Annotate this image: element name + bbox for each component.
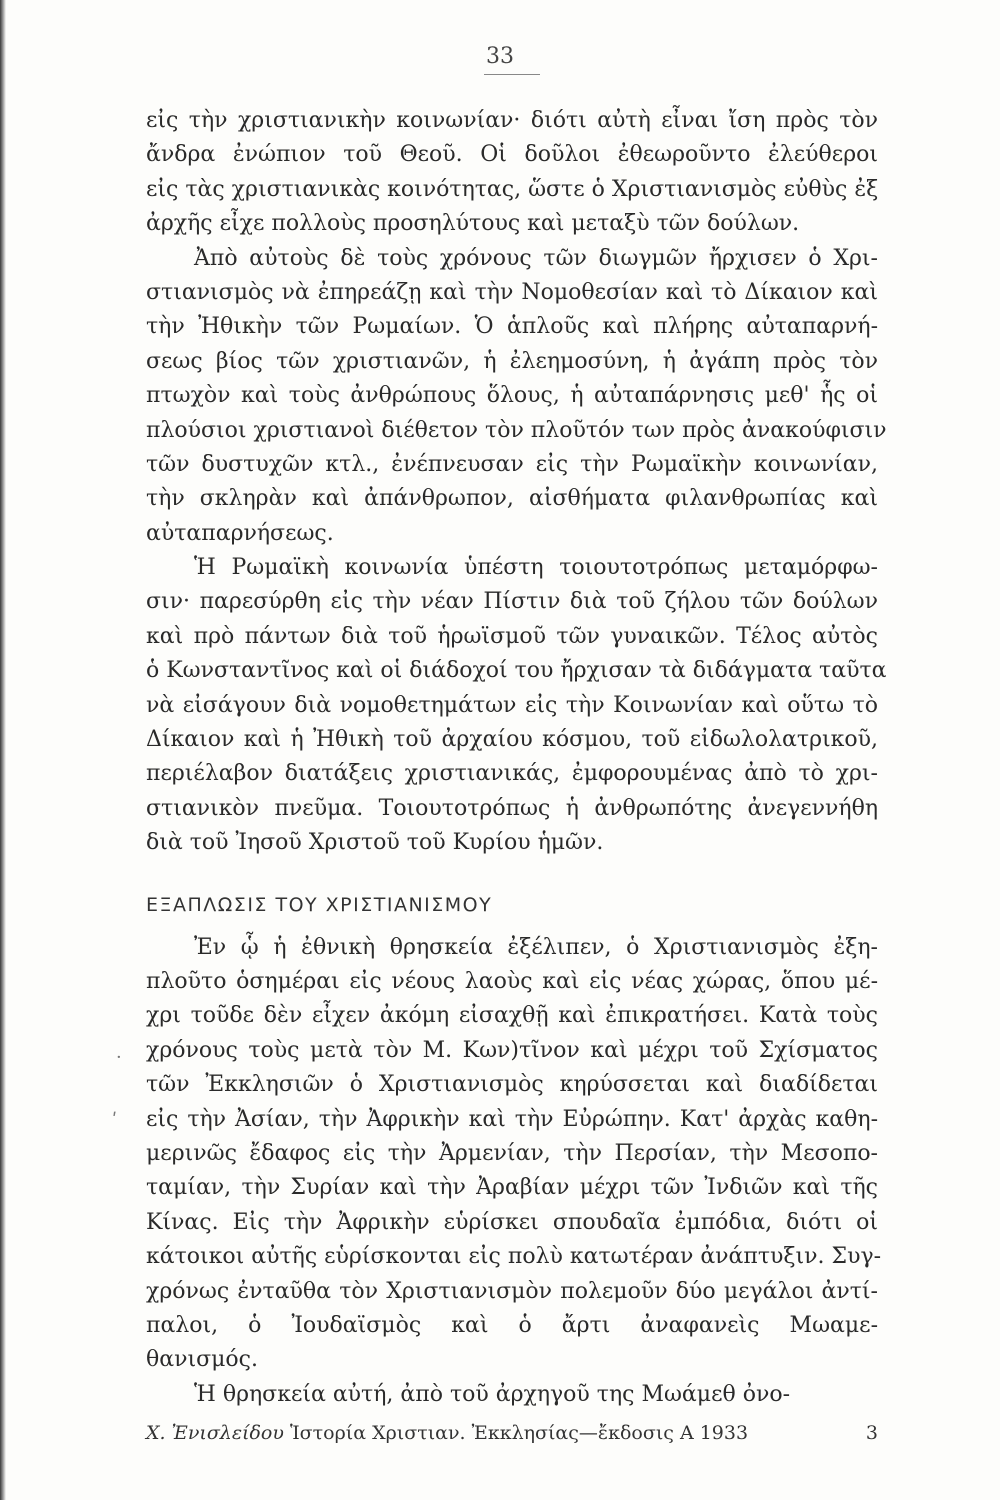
text-line: θανισμός. — [146, 1347, 258, 1373]
text-line: καὶ πρὸ πάντων διὰ τοῦ ἡρωϊσμοῦ τῶν γυναικῶν. Τέλος αὐτὸς — [146, 623, 878, 649]
text-line: Ἡ θρησκεία αὐτή, ἀπὸ τοῦ ἀρχηγοῦ της Μωάμεθ ὀνο- — [194, 1381, 791, 1407]
paragraph — [146, 242, 887, 552]
page-footer — [146, 1422, 878, 1444]
text-line: στιανικὸν πνεῦμα. Τοιουτοτρόπως ἡ ἀνθρωπότης ἀνεγεννήθη — [146, 795, 878, 821]
text-line: χρόνως ἐνταῦθα τὸν Χριστιανισμὸν πολεμοῦν δύο μεγάλοι ἀντί- — [146, 1278, 878, 1304]
text-line: ταμίαν, τὴν Συρίαν καὶ τὴν Ἀραβίαν μέχρι τῶν Ἰνδιῶν καὶ τῆς — [146, 1175, 878, 1201]
text-line: διὰ τοῦ Ἰησοῦ Χριστοῦ τοῦ Κυρίου ἡμῶν. — [146, 830, 604, 856]
text-line: εἰς τὴν χριστιανικὴν κοινωνίαν· διότι αὐτὴ εἶναι ἴση πρὸς τὸν — [146, 108, 878, 133]
text-line: Δίκαιον καὶ ἡ Ἠθικὴ τοῦ ἀρχαίου κόσμου, τοῦ εἰδωλολατρικοῦ, — [146, 727, 878, 753]
text-block-top — [146, 104, 887, 861]
text-line: πλοῦτο ὁσημέραι εἰς νέους λαοὺς καὶ εἰς νέας χώρας, ὅπου μέ- — [146, 968, 878, 994]
text-line: περιέλαβον διατάξεις χριστιανικάς, ἐμφορουμένας ἀπὸ τὸ χρι- — [146, 761, 878, 787]
text-line: σιν· παρεσύρθη εἰς τὴν νέαν Πίστιν διὰ τοῦ ζήλου τῶν δούλων — [146, 589, 878, 615]
page-edge — [0, 0, 6, 1500]
text-line: ἄνδρα ἐνώπιον τοῦ Θεοῦ. Οἱ δοῦλοι ἐθεωροῦντο ἐλεύθεροι — [146, 142, 878, 168]
paragraph — [146, 551, 887, 861]
text-line: χρι τοῦδε δὲν εἶχεν ἀκόμη εἰσαχθῇ καὶ ἐπικρατήσει. Κατὰ τοὺς — [146, 1003, 878, 1029]
text-line: παλοι, ὁ Ἰουδαϊσμὸς καὶ ὁ ἄρτι ἀναφανεὶς Μωαμε- — [146, 1312, 878, 1338]
footer-signature: 3 — [865, 1422, 878, 1445]
footer-title: Ἱστορία Χριστιαν. Ἐκκλησίας—ἔκδοσις Α 1933 — [289, 1422, 749, 1445]
text-line: εἰς τὰς χριστιανικὰς κοινότητας, ὥστε ὁ Χριστιανισμὸς εὐθὺς ἐξ — [146, 176, 879, 202]
text-block-bottom — [146, 931, 882, 1412]
text-line: στιανισμὸς νὰ ἐπηρεάζῃ καὶ τὴν Νομοθεσίαν καὶ τὸ Δίκαιον καὶ — [146, 279, 878, 305]
page-body — [146, 104, 887, 1445]
text-line: τὴν Ἠθικὴν τῶν Ρωμαίων. Ὁ ἁπλοῦς καὶ πλήρης αὐταπαρνή- — [146, 314, 878, 340]
footer-author: Χ. Ἐνισλείδου — [146, 1422, 284, 1445]
text-line: τὴν σκληρὰν καὶ ἀπάνθρωπον, αἰσθήματα φιλανθρωπίας καὶ — [146, 486, 878, 512]
text-line: κάτοικοι αὐτῆς εὑρίσκονται εἰς πολὺ κατωτέραν ἀνάπτυξιν. Συγ- — [146, 1244, 882, 1270]
text-line: Ἐν ᾧ ἡ ἐθνικὴ θρησκεία ἐξέλιπεν, ὁ Χριστιανισμὸς ἐξη- — [194, 934, 878, 960]
paragraph — [146, 1378, 878, 1412]
text-line: σεως βίος τῶν χριστιανῶν, ἡ ἐλεημοσύνη, ἡ ἀγάπη πρὸς τὸν — [146, 348, 878, 374]
paragraph — [146, 931, 882, 1378]
section-heading: ΕΞΑΠΛΩΣΙΣ ΤΟΥ ΧΡΙΣΤΙΑΝΙΣΜΟΥ — [146, 893, 493, 916]
margin-mark: · — [116, 1047, 122, 1068]
text-line: Ἀπὸ αὐτοὺς δὲ τοὺς χρόνους τῶν διωγμῶν ἤρχισεν ὁ Χρι- — [194, 245, 878, 271]
text-line: αὐταπαρνήσεως. — [146, 520, 334, 546]
page-number: 33 — [486, 44, 514, 69]
text-line: τῶν δυστυχῶν κτλ., ἐνέπνευσαν εἰς τὴν Ρωμαϊκὴν κοινωνίαν, — [146, 451, 878, 477]
text-line: μερινῶς ἔδαφος εἰς τὴν Ἀρμενίαν, τὴν Περσίαν, τὴν Μεσοπο- — [146, 1140, 878, 1166]
text-line: εἰς τὴν Ἀσίαν, τὴν Ἀφρικὴν καὶ τὴν Εὐρώπην. Κατ' ἀρχὰς καθη- — [146, 1106, 878, 1132]
text-line: τῶν Ἐκκλησιῶν ὁ Χριστιανισμὸς κηρύσσεται καὶ διαδίδεται — [146, 1072, 878, 1098]
text-line: Κίνας. Εἰς τὴν Ἀφρικὴν εὑρίσκει σπουδαῖα ἐμπόδια, διότι οἱ — [146, 1209, 878, 1235]
text-line: ἀρχῆς εἶχε πολλοὺς προσηλύτους καὶ μεταξὺ τῶν δούλων. — [146, 211, 800, 237]
margin-mark: ʹ — [112, 1110, 118, 1131]
paragraph — [146, 104, 878, 242]
text-line: ὁ Κωνσταντῖνος καὶ οἱ διάδοχοί του ἤρχισαν τὰ διδάγματα ταῦτα — [146, 658, 887, 684]
text-line: νὰ εἰσάγουν διὰ νομοθετημάτων εἰς τὴν Κοινωνίαν καὶ οὕτω τὸ — [146, 692, 878, 718]
text-line: χρόνους τοὺς μετὰ τὸν Μ. Κων)τῖνον καὶ μέχρι τοῦ Σχίσματος — [146, 1037, 878, 1063]
text-line: πτωχὸν καὶ τοὺς ἀνθρώπους ὅλους, ἡ αὐταπάρνησις μεθ' ἧς οἱ — [146, 383, 878, 409]
page-number-rule — [484, 74, 540, 75]
text-line: πλούσιοι χριστιανοὶ διέθετον τὸν πλοῦτόν των πρὸς ἀνακούφισιν — [146, 417, 887, 443]
text-line: Ἡ Ρωμαϊκὴ κοινωνία ὑπέστη τοιουτοτρόπως μεταμόρφω- — [194, 555, 878, 581]
